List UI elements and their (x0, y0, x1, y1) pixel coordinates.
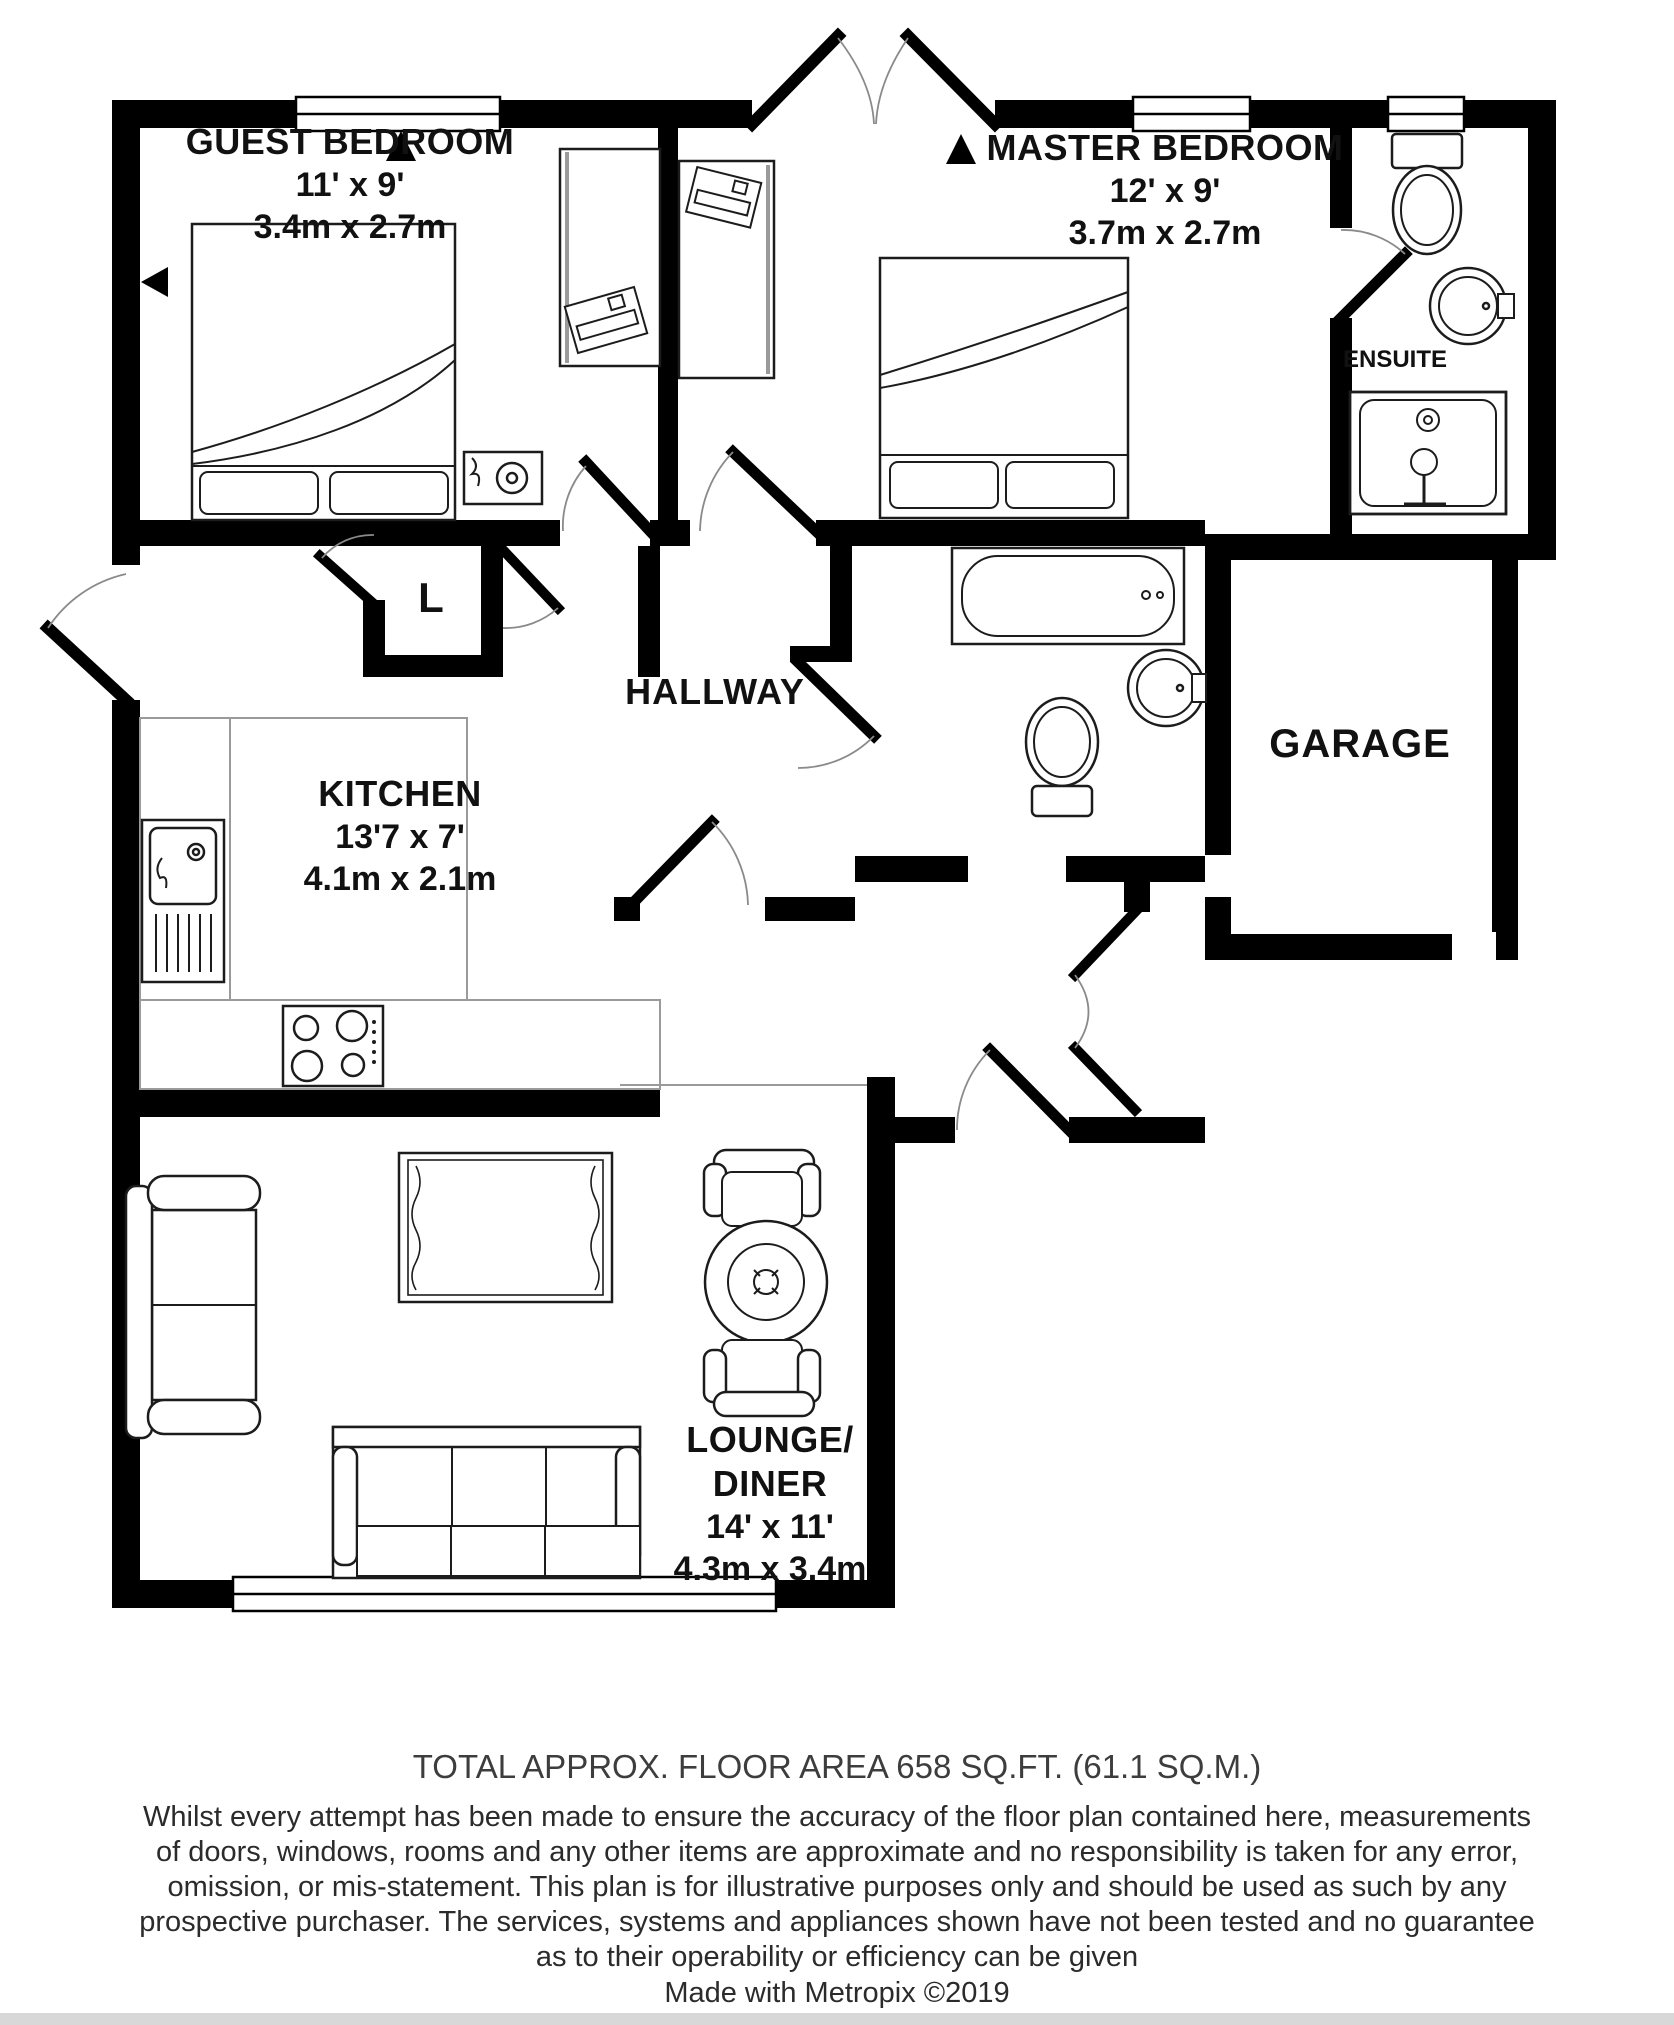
room-name: GARAGE (1269, 722, 1451, 766)
bottom-strip (0, 2013, 1674, 2025)
dining-table-icon (399, 1153, 612, 1302)
garage-label (1240, 722, 1480, 766)
room-dims-imperial: 12' x 9' (1109, 172, 1221, 210)
armchair-icon (704, 1340, 820, 1416)
landing-label (406, 576, 456, 620)
wall (895, 1117, 955, 1143)
ensuite-label (1330, 346, 1460, 374)
disclaimer-line: of doors, windows, rooms and any other items are approximate and no responsibility is taken for any error, (155, 1836, 1519, 1868)
room-name: KITCHEN (318, 773, 482, 814)
master-door-leaf (733, 452, 816, 531)
disclaimer-line: omission, or mis-statement. This plan is for illustrative purposes only and should be used as such by any (167, 1871, 1507, 1903)
master-desk-icon (679, 161, 774, 378)
room-name: LOUNGE/ (686, 1419, 854, 1460)
shower-icon (1350, 392, 1506, 514)
ensuite-toilet-icon (1392, 134, 1462, 254)
master-bed-icon (880, 258, 1128, 518)
corridor-door-leaf (990, 1050, 1069, 1130)
room-name: ENSUITE (1342, 346, 1447, 373)
room-name: DINER (712, 1463, 828, 1504)
lounge-door-leaf (628, 822, 712, 908)
wall (1205, 534, 1556, 560)
kitchen-ext-door-leaf (48, 628, 126, 700)
ensuite-door-leaf (1341, 254, 1405, 318)
room-dims-imperial: 14' x 11' (706, 1508, 834, 1546)
room-name: MASTER BEDROOM (986, 127, 1344, 168)
worktop (140, 1000, 660, 1089)
coffee-table-icon (705, 1221, 827, 1343)
three-seat-sofa-icon (333, 1427, 640, 1578)
room-name: GUEST BEDROOM (185, 121, 515, 162)
wall (765, 897, 855, 921)
wall (650, 520, 690, 546)
bathroom-toilet-icon (1026, 698, 1098, 816)
wall (112, 1089, 660, 1117)
kitchen-label (220, 772, 580, 900)
two-seat-sofa-icon (126, 1176, 260, 1438)
arrow-up-icon (946, 134, 976, 164)
guest-bedroom-label (150, 120, 550, 248)
wardrobe-icon (560, 149, 660, 366)
entry-door-leaf (752, 36, 838, 124)
metropix-credit: Made with Metropix ©2019 (664, 1977, 1010, 2009)
disclaimer-line: as to their operability or efficiency can be given (535, 1941, 1139, 1973)
hallway-label (560, 672, 870, 712)
hall-door-leaf (503, 550, 558, 608)
hob-icon (283, 1006, 383, 1086)
disclaimer-line: Whilst every attempt has been made to ensure the accuracy of the floor plan contained here, measurements (143, 1801, 1531, 1833)
wall (638, 546, 660, 677)
ensuite-basin-icon (1430, 268, 1514, 344)
room-dims-metric: 4.1m x 2.1m (303, 860, 497, 898)
wall (1069, 1117, 1205, 1143)
wall (1492, 560, 1518, 960)
room-dims-metric: 3.7m x 2.7m (1068, 214, 1262, 252)
wall (830, 546, 852, 650)
master-bedroom-label (985, 126, 1345, 254)
entry-door-leaf (908, 36, 995, 124)
garage-door-leaf (1075, 1048, 1135, 1110)
arrow-left-icon (141, 267, 168, 297)
speaker-icon (464, 452, 542, 504)
wall (112, 700, 140, 1608)
wall (1528, 100, 1556, 560)
wall (112, 100, 140, 565)
wall (363, 655, 503, 677)
room-dims-metric: 3.4m x 2.7m (253, 208, 447, 246)
garage-door-leaf (1075, 912, 1135, 975)
window (1388, 97, 1464, 131)
room-dims-imperial: 13'7 x 7' (335, 818, 465, 856)
bathroom-basin-icon (1128, 650, 1206, 726)
wall (481, 520, 503, 677)
bathtub-icon (952, 548, 1184, 644)
disclaimer-line: prospective purchaser. The services, systems and appliances shown have not been tested and no guarantee (139, 1906, 1535, 1938)
room-name: HALLWAY (625, 671, 805, 712)
room-name: L (418, 574, 444, 621)
total-floor-area: TOTAL APPROX. FLOOR AREA 658 SQ.FT. (61.1 SQ.M.) (412, 1748, 1262, 1785)
lounge-diner-label (625, 1418, 915, 1590)
kitchen-sink-icon (142, 820, 224, 982)
room-dims-metric: 4.3m x 3.4m (673, 1550, 867, 1588)
wall (816, 520, 1205, 546)
armchair-icon (704, 1150, 820, 1226)
wall (995, 100, 1556, 128)
closet-door-leaf (320, 556, 374, 604)
disclaimer (0, 1800, 1674, 1975)
guest-bed-icon (192, 224, 455, 520)
room-dims-imperial: 11' x 9' (295, 166, 405, 204)
guest-door-leaf (586, 462, 650, 531)
